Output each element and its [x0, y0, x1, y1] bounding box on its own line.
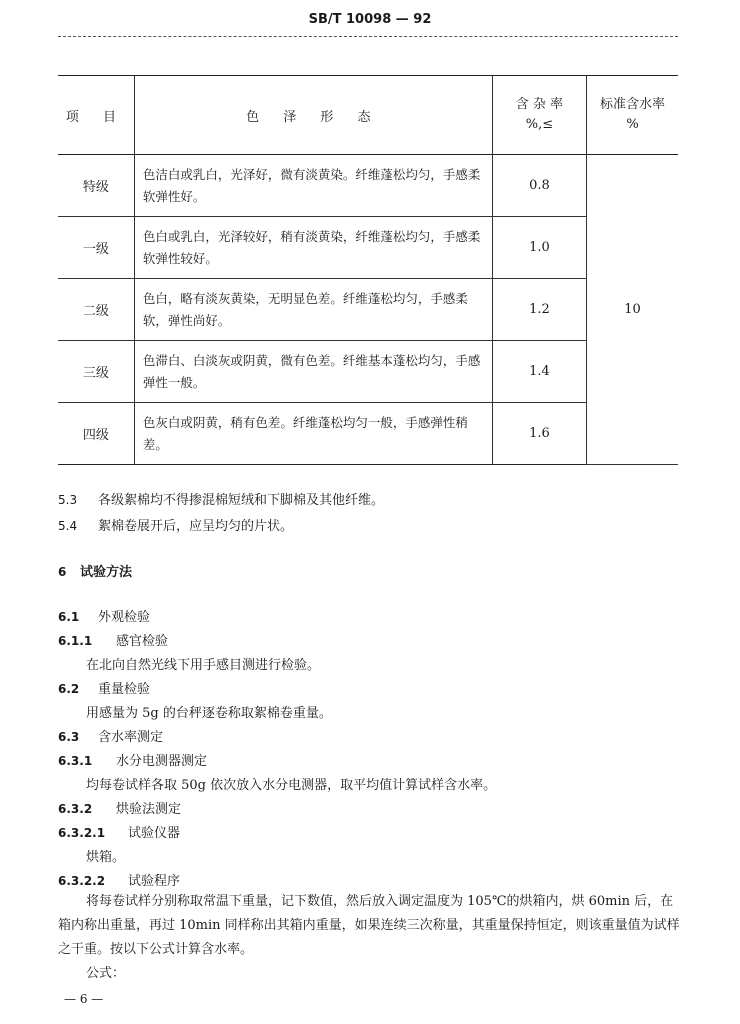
grade-cell: 一级: [58, 217, 134, 279]
clause-6-3-2-2-text: 将每卷试样分别称取常温下重量，记下数值，然后放入调定温度为 105℃的烘箱内，烘 60min 后，在箱内称出重量，再过 10min 同样称出其箱内重量，如果连续三次称量，其重量保持恒定，则该重量值为试样之干重。按以下公式计算含水率。: [58, 894, 680, 957]
table-row: [58, 403, 678, 465]
section-6-heading: 6 试验方法: [58, 565, 133, 580]
col-header-impurity: 含 杂 率 %,≤: [492, 76, 586, 155]
col-header-moisture: 标准含水率 %: [587, 76, 678, 155]
clause-6-2-text: 用感量为 5g 的台秤逐卷称取絮棉卷重量。: [86, 706, 332, 721]
clause-6-3-2-1: 6.3.2.1 试验仪器: [58, 826, 181, 841]
description-cell: 色白，略有淡灰黄染，无明显色差。纤维蓬松均匀，手感柔软，弹性尚好。: [134, 279, 492, 341]
description-cell: 色滞白、白淡灰或阴黄，微有色差。纤维基本蓬松均匀，手感弹性一般。: [134, 341, 492, 403]
clause-6-3-2-1-text: 烘箱。: [86, 850, 126, 865]
table-row: [58, 279, 678, 341]
grade-cell: 二级: [58, 279, 134, 341]
table-header-row: [58, 76, 678, 155]
description-cell: 色洁白或乳白，光泽好，微有淡黄染。纤维蓬松均匀，手感柔软弹性好。: [134, 155, 492, 217]
clause-5-3: 5.3 各级絮棉均不得掺混棉短绒和下脚棉及其他纤维。: [58, 493, 385, 508]
header-rule: [58, 36, 678, 37]
col-header-description: 色 泽 形 态: [134, 76, 492, 155]
clause-6-3-1-text: 均每卷试样各取 50g 依次放入水分电测器，取平均值计算试样含水率。: [86, 778, 497, 793]
clause-6-1-1: 6.1.1 感官检验: [58, 634, 169, 649]
formula-label: 公式：: [86, 966, 126, 981]
impurity-cell: 1.6: [492, 403, 586, 465]
clause-6-3: 6.3 含水率测定: [58, 730, 164, 745]
impurity-cell: 0.8: [492, 155, 586, 217]
standard-code-header: SB/T 10098 — 92: [308, 12, 432, 27]
impurity-cell: 1.0: [492, 217, 586, 279]
standard-moisture-cell: 10: [587, 155, 678, 465]
grade-table: [58, 75, 678, 465]
description-cell: 色灰白或阴黄，稍有色差。纤维蓬松均匀一般，手感弹性稍差。: [134, 403, 492, 465]
clause-6-3-2: 6.3.2 烘验法测定: [58, 802, 182, 817]
clause-6-2: 6.2 重量检验: [58, 682, 151, 697]
table-row: [58, 155, 678, 217]
description-cell: 色白或乳白，光泽较好，稍有淡黄染，纤维蓬松均匀，手感柔软弹性较好。: [134, 217, 492, 279]
clause-6-1: 6.1 外观检验: [58, 610, 151, 625]
page-number: — 6 —: [64, 992, 104, 1006]
table-row: [58, 341, 678, 403]
col-header-item: 项 目: [58, 76, 134, 155]
clause-5-4: 5.4 絮棉卷展开后，应呈均匀的片状。: [58, 519, 294, 534]
impurity-cell: 1.4: [492, 341, 586, 403]
impurity-cell: 1.2: [492, 279, 586, 341]
table-row: [58, 217, 678, 279]
grade-cell: 特级: [58, 155, 134, 217]
clause-6-3-1: 6.3.1 水分电测器测定: [58, 754, 208, 769]
clause-6-1-1-text: 在北向自然光线下用手感目测进行检验。: [86, 658, 321, 673]
clause-6-3-2-2: 6.3.2.2 试验程序: [58, 874, 181, 889]
grade-cell: 三级: [58, 341, 134, 403]
grade-cell: 四级: [58, 403, 134, 465]
